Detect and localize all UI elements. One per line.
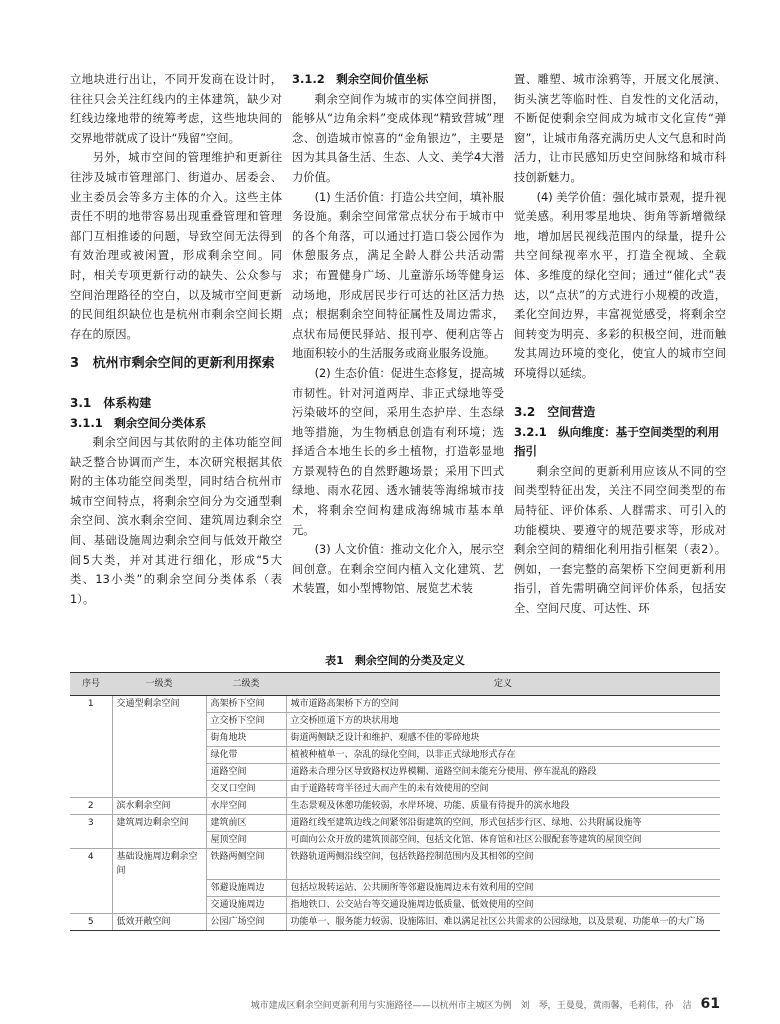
- row-number-cell: [70, 713, 112, 730]
- definition-cell: 由于道路转弯半径过大而产生的未有效使用的空间: [286, 781, 720, 798]
- primary-category-cell: [112, 781, 206, 798]
- table-row: [70, 713, 720, 730]
- table-row: [70, 764, 720, 781]
- running-footer-text: 城市建成区剩余空间更新利用与实施路径——以杭州市主城区为例 刘 琴，王曼曼，黄雨馨，毛莉伟，孙 洁: [250, 1001, 692, 1011]
- page-number: 61: [700, 996, 720, 1012]
- secondary-category-cell: 公园广场空间: [206, 913, 286, 930]
- definition-cell: 城市道路高架桥下方的空间: [286, 696, 720, 713]
- page-footer: [251, 996, 720, 1012]
- primary-category-cell: 建筑周边剩余空间: [112, 815, 206, 832]
- header-cell: 定义: [286, 673, 720, 696]
- primary-category-cell: 低效开敞空间: [112, 913, 206, 930]
- paragraph: 剩余空间的更新利用应该从不同的空间类型特征出发，关注不同空间类型的布局特征、评价体系、人群需求、可引入的功能模块、要遵守的规范要求等，形成对剩余空间的精细化利用指引框架（表2）。例如，一套完整的高架桥下空间更新利用指引，首先需明确空间评价体系，包括安全、空间尺度、可达性、环: [514, 464, 726, 616]
- table-row: [70, 832, 720, 849]
- text-column-3: [514, 70, 726, 619]
- table-row: [70, 849, 720, 880]
- row-number-cell: 4: [70, 849, 112, 880]
- row-number-cell: [70, 896, 112, 913]
- table-row: [70, 747, 720, 764]
- paragraph: (4) 美学价值：强化城市景观，提升视觉美感。利用零星地块、街角等新增微绿地，增加居民视线范围内的绿量，提升公共空间绿视率水平，打造全视域、全载体、多维度的绿化空间；通过“催化式”表达，以“点状”的方式进行小规模的改造，柔化空间边界，丰富视觉感受，将剩余空间转变为明亮、多彩的积极空间，进而触发其周边环境的变化，使宜人的城市空间环境得以延续。: [514, 190, 726, 380]
- row-number-cell: [70, 879, 112, 896]
- table-row: [70, 896, 720, 913]
- classification-table: [70, 672, 720, 931]
- secondary-category-cell: 屋顶空间: [206, 832, 286, 849]
- primary-category-cell: [112, 713, 206, 730]
- row-number-cell: [70, 747, 112, 764]
- text-column-2: [292, 70, 504, 599]
- primary-category-cell: [112, 730, 206, 747]
- table-row: [70, 781, 720, 798]
- paragraph: 另外，城市空间的管理维护和更新往往涉及城市管理部门、街道办、居委会、业主委员会等多方主体的介入。这些主体责任不明的地带容易出现重叠管理和管理部门互相推诿的问题，导致空间无法得到有效治理或被闲置，形成剩余空间。同时，相关专项更新行动的缺失、公众参与空间治理路径的空白，以及城市空间更新的民间组织缺位也是杭州市剩余空间长期存在的原因。: [70, 151, 282, 341]
- heading-3-1-1: 3.1.1 剩余空间分类体系: [70, 415, 207, 430]
- row-number-cell: 2: [70, 798, 112, 815]
- row-number-cell: [70, 764, 112, 781]
- table-caption: 表1 剩余空间的分类及定义: [325, 654, 465, 667]
- table-row: [70, 730, 720, 747]
- secondary-category-cell: 道路空间: [206, 764, 286, 781]
- primary-category-cell: [112, 879, 206, 896]
- table-body: [70, 696, 720, 931]
- paragraph: 剩余空间因与其依附的主体功能空间缺乏整合协调而产生，本次研究根据其依附的主体功能空间类型，同时结合杭州市城市空间特点，将剩余空间分为交通型剩余空间、滨水剩余空间、建筑周边剩余空间、基础设施周边剩余空间与低效开敞空间5大类，并对其进行细化，形成“5大类、13小类”的剩余空间分类体系（表1）。: [70, 436, 282, 606]
- section-heading-3: [70, 354, 282, 374]
- table-row: [70, 913, 720, 930]
- paragraph: (2) 生态价值：促进生态修复，提高城市韧性。针对河道两岸、非正式绿地等受污染破坏的空间，采用生态护岸、生态绿地等措施，为生物栖息创造有利环境；选择适合本地生长的乡土植物，打造彰显地方景观特色的自然野趣场景；采用下凹式绿地、雨水花园、透水铺装等海绵城市技术，将剩余空间构建成海绵城市基本单元。: [292, 366, 504, 537]
- heading-3-2-1: 3.2.1 纵向维度：基于空间类型的利用指引: [514, 424, 720, 459]
- section-number: 3: [70, 356, 80, 372]
- paragraph: (1) 生活价值：打造公共空间，填补服务设施。剩余空间常常点状分布于城市中的各个角落，可以通过打造口袋公园作为休憩服务点，满足全龄人群公共活动需求；布置健身广场、儿童游乐场等健身运动场地，形成居民步行可达的社区活力热点；根据剩余空间特征属性及周边需求，点状布局便民驿站、报刊亭、便利店等占地面积较小的生活服务或商业服务设施。: [292, 190, 504, 361]
- row-number-cell: 1: [70, 696, 112, 713]
- primary-category-cell: [112, 747, 206, 764]
- definition-cell: 可面向公众开放的建筑顶部空间，包括文化馆、体育馆和社区公服配套等建筑的屋顶空间: [286, 832, 720, 849]
- definition-cell: 指地铁口、公交站台等交通设施周边低质量、低效使用的空间: [286, 896, 720, 913]
- paragraph: 剩余空间作为城市的实体空间拼图，能够从“边角余料”变成体现“精致营城”理念、创造城市惊喜的“金角银边”，主要是因为其具备生活、生态、人文、美学4大潜力价值。: [292, 92, 504, 184]
- header-cell: 序号: [70, 673, 112, 696]
- secondary-category-cell: 高架桥下空间: [206, 696, 286, 713]
- table-row: [70, 879, 720, 896]
- section-title: 杭州市剩余空间的更新利用探索: [92, 356, 275, 372]
- secondary-category-cell: 铁路两侧空间: [206, 849, 286, 880]
- primary-category-cell: 滨水剩余空间: [112, 798, 206, 815]
- definition-cell: 立交桥匝道下方的块状用地: [286, 713, 720, 730]
- paragraph: (3) 人文价值：推动文化介入，展示空间创意。在剩余空间内植入文化建筑、艺术装置，如小型博物馆、展览艺术装: [292, 543, 504, 596]
- heading-3-2: 3.2 空间营造: [514, 405, 596, 420]
- primary-category-cell: 交通型剩余空间: [112, 696, 206, 713]
- definition-cell: 功能单一、服务能力较弱、设施陈旧、难以满足社区公共需求的公园绿地，以及景观、功能单一的大广场: [286, 913, 720, 930]
- definition-cell: 道路红线至建筑边线之间紧邻沿街建筑的空间，形式包括步行区、绿地、公共附属设施等: [286, 815, 720, 832]
- heading-3-1-2: 3.1.2 剩余空间价值坐标: [292, 72, 429, 86]
- text-column-1: [70, 70, 282, 609]
- paragraph: 置、雕塑、城市涂鸦等，开展文化展演、街头演艺等临时性、自发性的文化活动，不断促使剩余空间成为城市文化宣传“弹窗”，让城市角落充满历史人文气息和时尚活力，让市民感知历史空间脉络和城市科技创新魅力。: [514, 73, 726, 184]
- table-row: [70, 696, 720, 713]
- definition-cell: 植被种植单一、杂乱的绿化空间，以非正式绿地形式存在: [286, 747, 720, 764]
- row-number-cell: 5: [70, 913, 112, 930]
- secondary-category-cell: 立交桥下空间: [206, 713, 286, 730]
- definition-cell: 道路未合理分区导致路权边界模糊、道路空间未能充分使用、停车混乱的路段: [286, 764, 720, 781]
- row-number-cell: [70, 832, 112, 849]
- header-cell: 二级类: [206, 673, 286, 696]
- table-header-row: [70, 673, 720, 696]
- heading-3-1: 3.1 体系构建: [70, 395, 152, 410]
- definition-cell: 铁路轨道两侧沿线空间，包括铁路控制范围内及其相邻的空间: [286, 849, 720, 880]
- definition-cell: 街道两侧缺乏设计和维护、观感不佳的零碎地块: [286, 730, 720, 747]
- secondary-category-cell: 街角地块: [206, 730, 286, 747]
- definition-cell: 生态景观及休憩功能较弱，水岸环境、功能、质量有待提升的滨水地段: [286, 798, 720, 815]
- header-cell: 一级类: [112, 673, 206, 696]
- spacer: [514, 384, 726, 404]
- table-row: [70, 815, 720, 832]
- primary-category-cell: 基础设施周边剩余空间: [112, 849, 206, 880]
- row-number-cell: 3: [70, 815, 112, 832]
- secondary-category-cell: 水岸空间: [206, 798, 286, 815]
- primary-category-cell: [112, 896, 206, 913]
- paragraph: 立地块进行出让，不同开发商在设计时，往往只会关注红线内的主体建筑，缺少对红线边缘地带的统筹考虑，这些地块间的交界地带就成了设计“残留”空间。: [70, 73, 282, 145]
- primary-category-cell: [112, 764, 206, 781]
- primary-category-cell: [112, 832, 206, 849]
- secondary-category-cell: 邻避设施周边: [206, 879, 286, 896]
- secondary-category-cell: 交叉口空间: [206, 781, 286, 798]
- definition-cell: 包括垃圾转运站、公共厕所等邻避设施周边未有效利用的空间: [286, 879, 720, 896]
- row-number-cell: [70, 730, 112, 747]
- table-row: [70, 798, 720, 815]
- secondary-category-cell: 建筑前区: [206, 815, 286, 832]
- secondary-category-cell: 交通设施周边: [206, 896, 286, 913]
- row-number-cell: [70, 781, 112, 798]
- secondary-category-cell: 绿化带: [206, 747, 286, 764]
